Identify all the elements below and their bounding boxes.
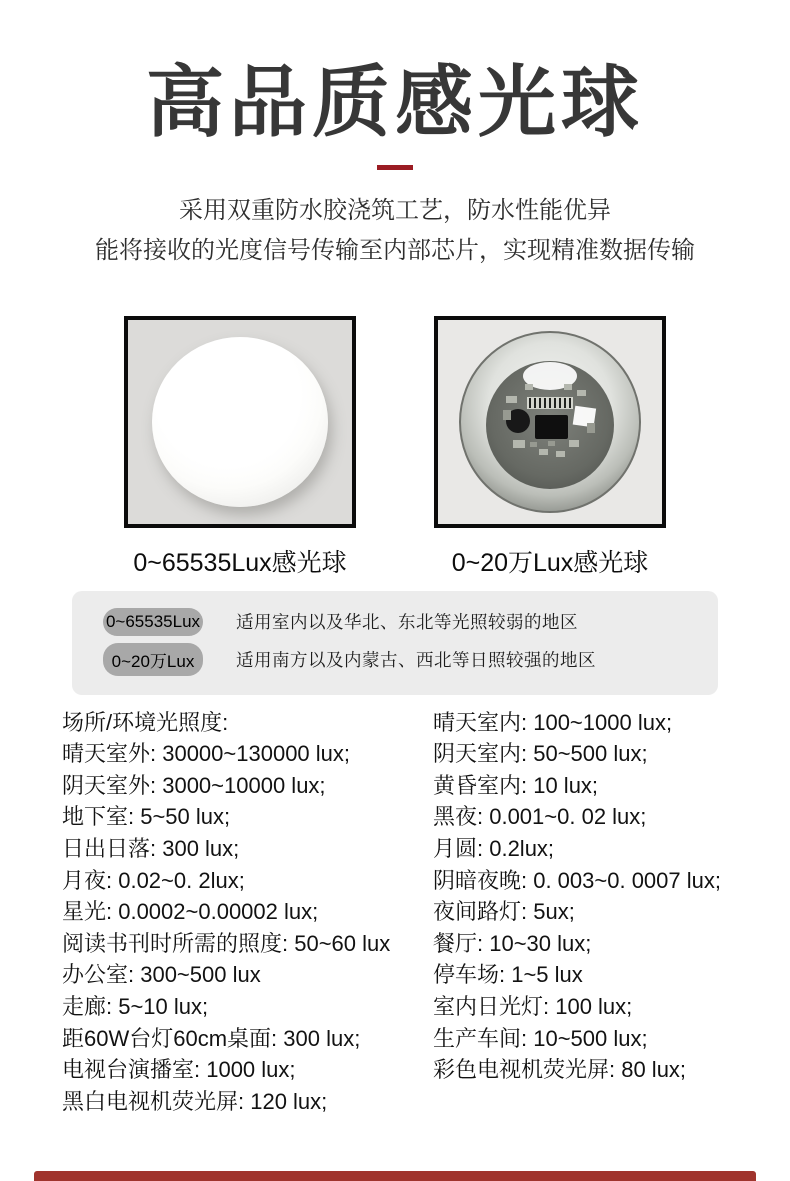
lux-column-left [62,707,433,1118]
intro-line-1: 采用双重防水胶浇筑工艺，防水性能优异 [179,196,611,224]
note-row-65535lux [72,608,718,636]
range-badge-200klux: 0~20万Lux [103,643,203,676]
lux-line: 晴天室内: 100~1000 lux; [433,709,673,735]
intro-text [0,191,790,271]
clear-sensor-ball-photo [434,316,666,528]
product-images-row [0,316,790,579]
lux-line: 黑白电视机荧光屏: 120 lux; [62,1088,328,1114]
lux-line: 室内日光灯: 100 lux; [433,994,633,1020]
white-sensor-ball-photo [124,316,356,528]
lux-line: 走廊: 5~10 lux; [62,994,209,1020]
range-badge-65535lux: 0~65535Lux [103,608,203,636]
product-caption-65535lux: 0~65535Lux感光球 [133,548,347,577]
lux-line: 阴天室内: 50~500 lux; [433,741,648,767]
lux-line: 餐厅: 10~30 lux; [433,930,592,956]
white-dome-ball [152,337,328,507]
lux-line: 星光: 0.0002~0.00002 lux; [62,899,319,925]
application-note-box [72,591,718,695]
lux-line: 生产车间: 10~500 lux; [433,1025,648,1051]
pin-header-pins [530,398,570,408]
lux-line: 日出日落: 300 lux; [62,836,240,862]
lux-line: 地下室: 5~50 lux; [62,804,231,830]
lux-column-right [433,707,790,1118]
note-text-65535lux: 适用室内以及华北、东北等光照较弱的地区 [236,612,578,633]
lux-reference-table [0,707,790,1118]
clear-dome-ball-with-pcb [456,328,644,516]
lux-line: 黑夜: 0.001~0. 02 lux; [433,804,647,830]
lux-line: 停车场: 1~5 lux [433,962,583,988]
note-text-200klux: 适用南方以及内蒙古、西北等日照较强的地区 [236,649,596,670]
note-row-200klux [72,643,718,676]
product-caption-200klux: 0~20万Lux感光球 [451,548,649,577]
lux-line: 办公室: 300~500 lux [62,962,261,988]
lux-line: 阅读书刊时所需的照度: 50~60 lux [62,930,391,956]
lux-line: 月圆: 0.2lux; [433,836,555,862]
title-underline-dash [377,165,413,170]
lux-line: 晴天室外: 30000~130000 lux; [62,741,351,767]
lux-line: 夜间路灯: 5ux; [433,899,575,925]
sensor-chip [535,415,568,439]
lux-line: 月夜: 0.02~0. 2lux; [62,867,245,893]
lux-heading: 场所/环境光照度: [62,709,229,735]
lux-line: 阴天室外: 3000~10000 lux; [62,772,326,798]
lux-line: 距60W台灯60cm桌面: 300 lux; [62,1025,361,1051]
lux-line: 电视台演播室: 1000 lux; [62,1057,296,1083]
lux-line: 黄昏室内: 10 lux; [433,772,599,798]
page-title: 高品质感光球 [145,58,644,146]
next-section-accent-bar [34,1171,756,1181]
lux-line: 阴暗夜晚: 0. 003~0. 0007 lux; [433,867,721,893]
product-200klux [434,316,666,579]
intro-line-2: 能将接收的光度信号传输至内部芯片，实现精准数据传输 [95,236,695,264]
lux-line: 彩色电视机荧光屏: 80 lux; [433,1057,687,1083]
product-65535lux [124,316,356,579]
